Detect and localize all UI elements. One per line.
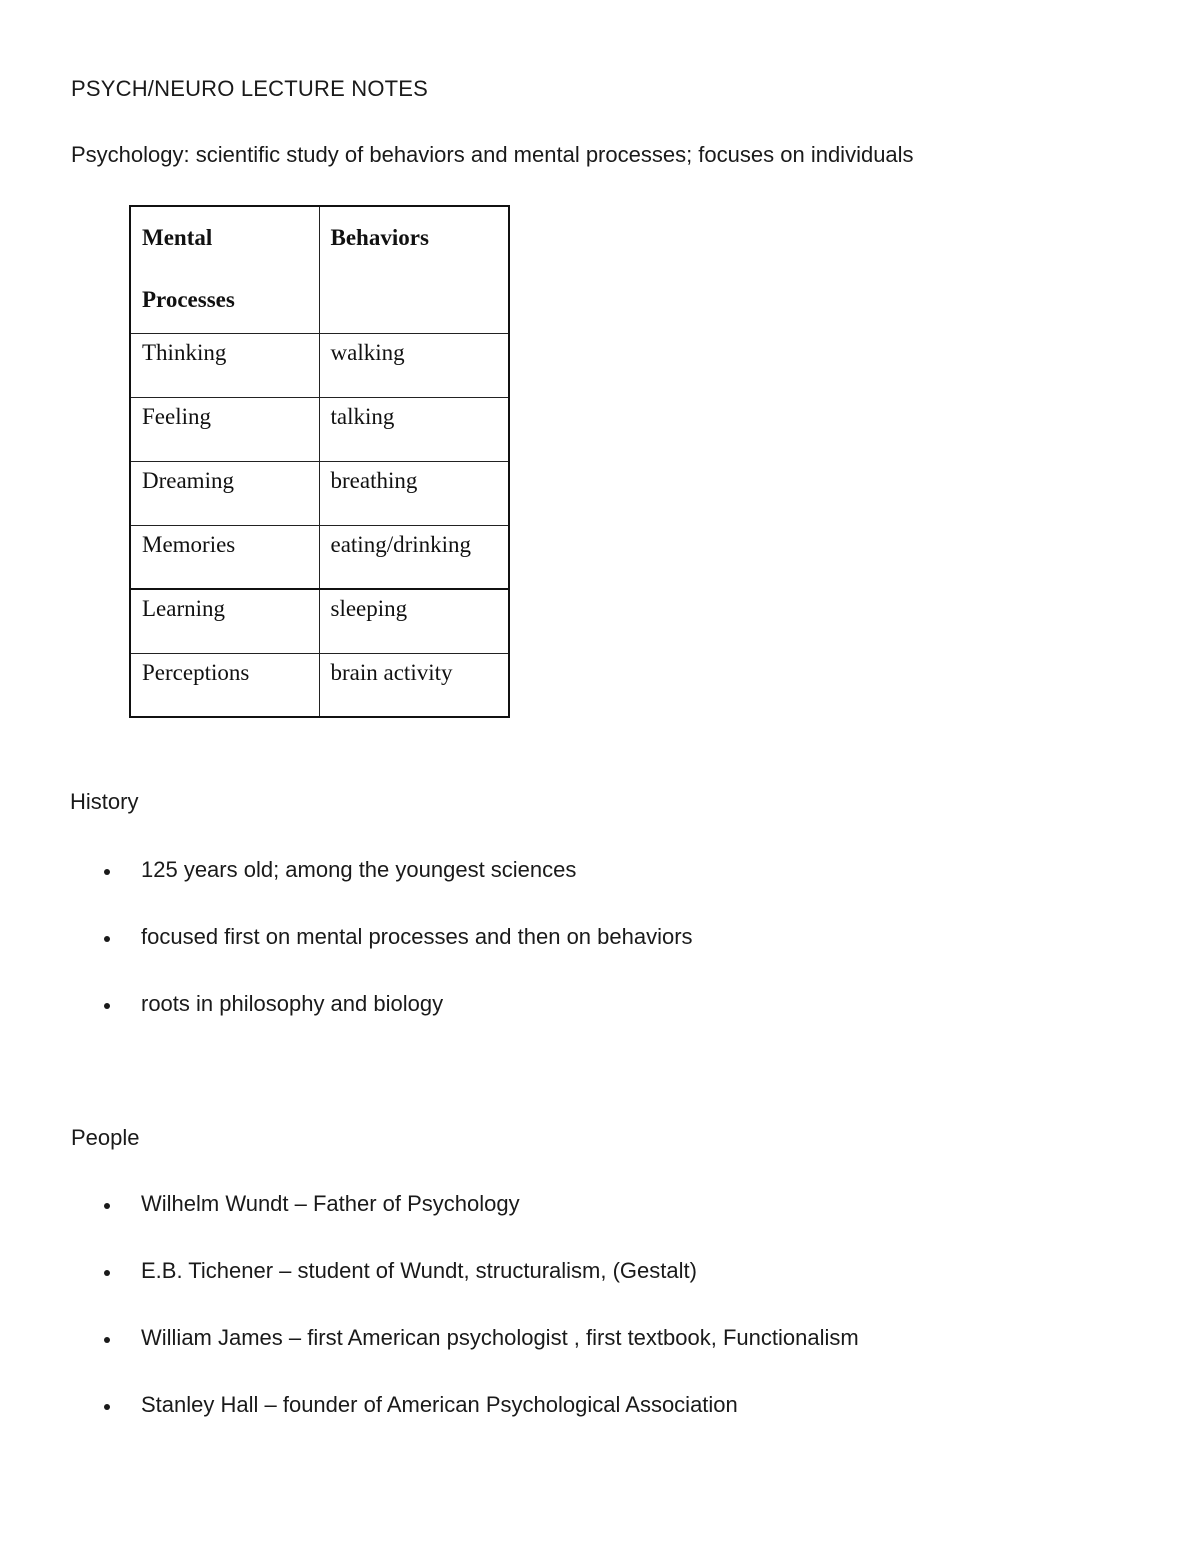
table-cell-behavior: breathing: [319, 461, 509, 525]
list-item-text: 125 years old; among the youngest sciences: [141, 857, 577, 882]
table-header-row: [130, 206, 509, 333]
table-row: [130, 589, 509, 653]
list-item-text: roots in philosophy and biology: [141, 991, 444, 1016]
table-row: [130, 653, 509, 717]
header-line: Processes: [142, 287, 235, 312]
bullet-icon: [104, 869, 110, 875]
list-item: [0, 1325, 859, 1392]
list-item: [0, 924, 693, 991]
history-list: [0, 857, 693, 1058]
header-line: Mental: [142, 225, 213, 250]
header-line: Behaviors: [330, 225, 429, 250]
table-cell-mental: Perceptions: [130, 653, 319, 717]
table-cell-behavior: talking: [319, 397, 509, 461]
list-item: [0, 1392, 859, 1459]
table-row: [130, 397, 509, 461]
list-item: [0, 857, 693, 924]
table-cell-mental: Memories: [130, 525, 319, 589]
list-item-text: Stanley Hall – founder of American Psychological Association: [141, 1392, 738, 1417]
people-heading: People: [71, 1125, 140, 1150]
table-row: [130, 333, 509, 397]
list-item: [0, 991, 693, 1058]
table-cell-mental: Thinking: [130, 333, 319, 397]
list-item-text: Wilhelm Wundt – Father of Psychology: [141, 1191, 520, 1216]
table-cell-mental: Feeling: [130, 397, 319, 461]
list-item-text: William James – first American psychologist , first textbook, Functionalism: [141, 1325, 859, 1350]
history-heading: History: [70, 789, 139, 814]
list-item-text: focused first on mental processes and then on behaviors: [141, 924, 693, 949]
document-title: PSYCH/NEURO LECTURE NOTES: [71, 76, 429, 101]
list-item: [0, 1258, 859, 1325]
bullet-icon: [104, 1003, 110, 1009]
list-item-text: E.B. Tichener – student of Wundt, structuralism, (Gestalt): [141, 1258, 697, 1283]
table-cell-behavior: eating/drinking: [319, 525, 509, 589]
bullet-icon: [104, 1270, 110, 1276]
bullet-icon: [104, 936, 110, 942]
table-header-behaviors: [319, 206, 509, 333]
mental-processes-behaviors-table: [129, 205, 510, 718]
bullet-icon: [104, 1404, 110, 1410]
people-list: [0, 1191, 859, 1459]
table-cell-behavior: brain activity: [319, 653, 509, 717]
list-item: [0, 1191, 859, 1258]
psychology-definition: Psychology: scientific study of behaviors and mental processes; focuses on individuals: [71, 142, 914, 167]
table-row: [130, 461, 509, 525]
table-cell-behavior: sleeping: [319, 589, 509, 653]
bullet-icon: [104, 1203, 110, 1209]
table-cell-behavior: walking: [319, 333, 509, 397]
bullet-icon: [104, 1337, 110, 1343]
table-header-mental-processes: [130, 206, 319, 333]
table-cell-mental: Learning: [130, 589, 319, 653]
table-cell-mental: Dreaming: [130, 461, 319, 525]
table-row: [130, 525, 509, 589]
